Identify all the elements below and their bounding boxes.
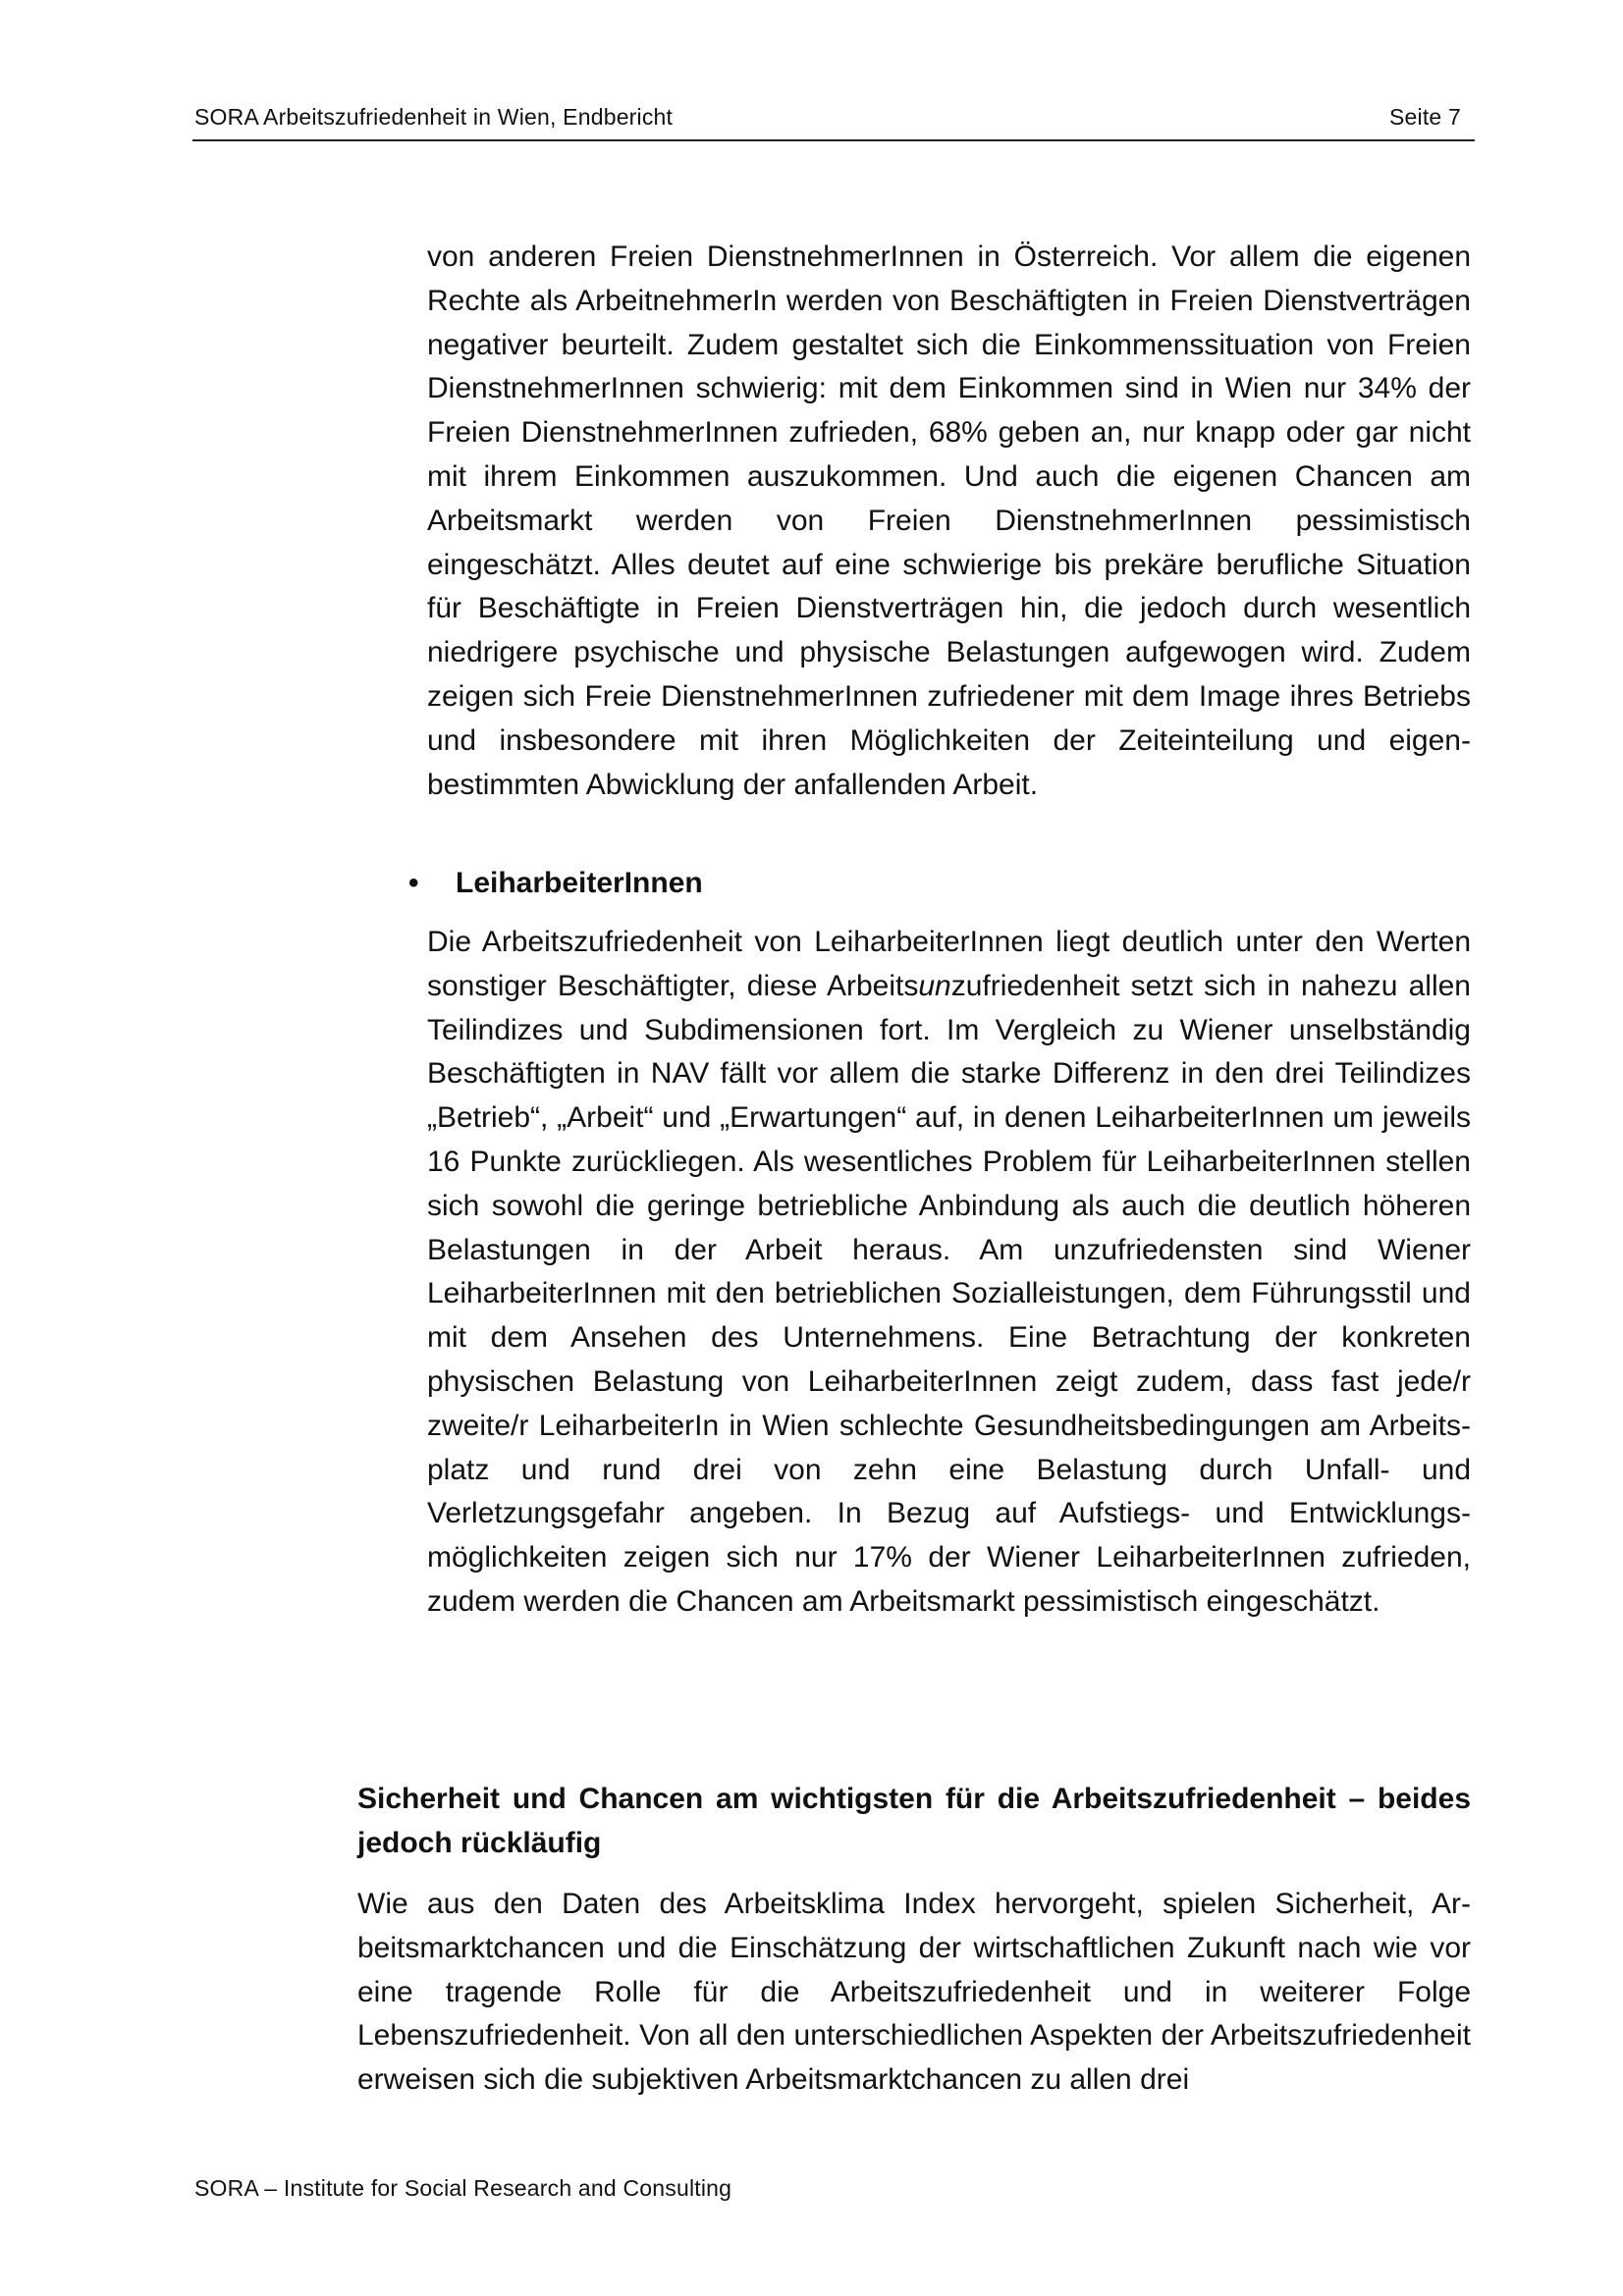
paragraph-leiharbeiter-emphasis: un xyxy=(918,969,951,1002)
bullet-marker: • xyxy=(408,867,419,899)
paragraph-leiharbeiter-part2: zufriedenheit setzt sich in nahezu allen Teilindizes und Subdimensionen fort. Im Vergleich zu Wiener unselbständig Beschäftigten in NAV fällt vor allem die starke Differenz in den drei Teilindizes „Betrieb“, „Arbeit“ und „Erwartungen“ auf, in denen LeiharbeiterInnen um jeweils 16 Punkte zurückliegen. Als wesentliches Problem für LeiharbeiterInnen stellen sich sowohl die geringe betriebliche Anbindung als auch die deutlich höheren Belastungen in der Arbeit heraus. Am unzufriedensten sind Wiener LeiharbeiterInnen mit den betrieblichen Sozialleistungen, dem Führungsstil und mit dem Ansehen des Unternehmens. Eine Betrachtung der konkreten physischen Belastung von LeiharbeiterInnen zeigt zudem, dass fast jede/r zweite/r LeiharbeiterIn in Wien schlechte Gesundheitsbedingungen am Arbeitsplatz und rund drei von zehn eine Belastung durch Unfall- und Verletzungsgefahr angeben. In Bezug auf Aufstiegs- und Entwicklungsmöglichkeiten zeigen sich nur 17% der Wiener LeiharbeiterInnen zufrieden, zudem werden die Chancen am Arbeitsmarkt pessimistisch eingeschätzt. xyxy=(427,969,1471,1618)
paragraph-sicherheit: Wie aus den Daten des Arbeitsklima Index hervorgeht, spielen Sicherheit, Arbeitsmarktchancen und die Einschätzung der wirtschaftlichen Zukunft nach wie vor eine tragende Rolle für die Arbeitszufriedenheit und in weiterer Folge Lebenszufriedenheit. Von all den unterschiedlichen Aspekten der Arbeitszufriedenheit erweisen sich die subjektiven Arbeitsmarktchancen zu allen drei xyxy=(357,1888,1471,2097)
paragraph-freie-dienstnehmer: von anderen Freien DienstnehmerInnen in Österreich. Vor allem die eigenen Rechte als ArbeitnehmerIn werden von Beschäftigten in Freien Dienstverträgen negativer beurteilt. Zudem gestaltet sich die Einkommenssituation von Freien DienstnehmerInnen schwierig: mit dem Einkommen sind in Wien nur 34% der Freien DienstnehmerInnen zufrieden, 68% geben an, nur knapp oder gar nicht mit ihrem Einkommen auszukommen. Und auch die eigenen Chancen am Arbeitsmarkt werden von Freien DienstnehmerInnen pessimistisch eingeschätzt. Alles deutet auf eine schwierige bis prekäre berufliche Situation für Beschäftigte in Freien Dienstverträgen hin, die jedoch durch wesentlich niedrigere psychische und physische Belastungen aufgewogen wird. Zudem zeigen sich Freie DienstnehmerInnen zufriedener mit dem Image ihres Betriebs und insbesondere mit ihren Möglichkeiten der Zeiteinteilung und eigenbestimmten Abwicklung der anfallenden Arbeit. xyxy=(427,240,1471,801)
page-footer: SORA – Institute for Social Research and Consulting xyxy=(194,2175,732,2201)
section-heading: Sicherheit und Chancen am wichtigsten für die Arbeitszufriedenheit – beides jedoch rückläufig xyxy=(357,1783,1471,1859)
paragraph-leiharbeiter xyxy=(427,921,1471,1625)
page-header xyxy=(192,102,1475,141)
bullet-label: LeiharbeiterInnen xyxy=(456,867,703,899)
report-title: SORA Arbeitszufriedenheit in Wien, Endbericht xyxy=(194,104,674,130)
page-number: Seite 7 xyxy=(1388,104,1461,130)
paragraph-leiharbeiter-part1: Die Arbeitszufriedenheit von LeiharbeiterInnen liegt deutlich unter den Werten sonstiger Beschäftigter, diese Arbeits xyxy=(427,926,1471,1002)
